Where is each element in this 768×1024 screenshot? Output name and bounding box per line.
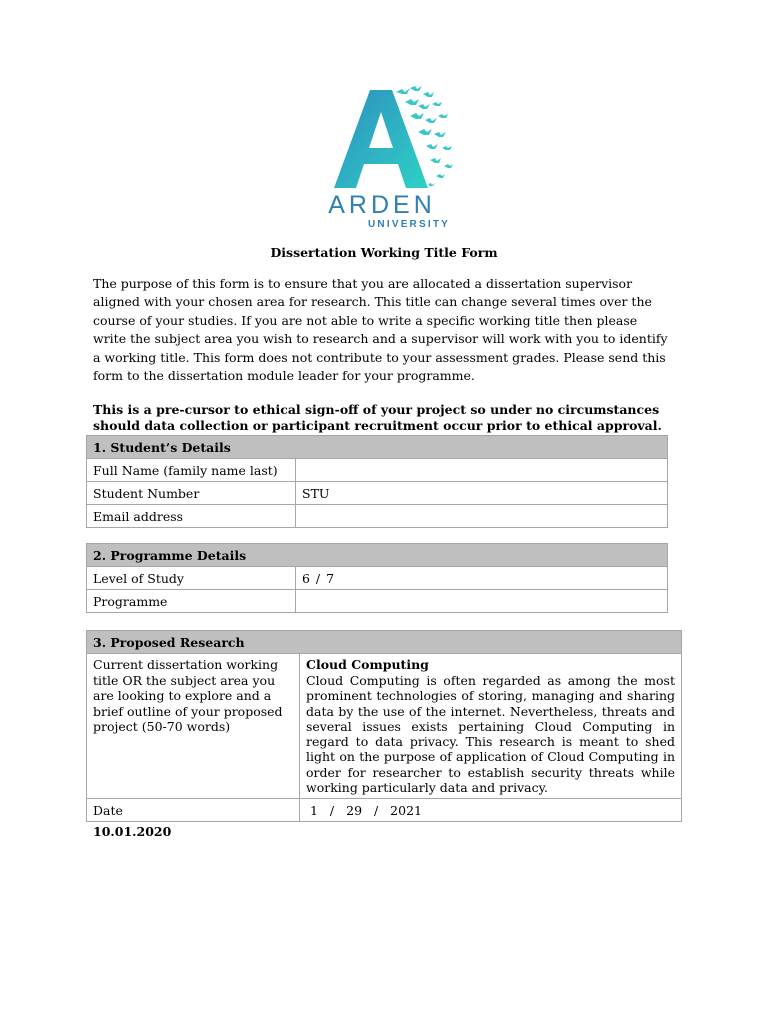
logo-wordmark: ARDEN (328, 191, 436, 219)
section-heading: 2. Programme Details (87, 544, 668, 567)
field-label: Student Number (87, 482, 296, 505)
full-name-field[interactable] (296, 459, 668, 482)
document-date: 10.01.2020 (93, 824, 172, 839)
ethics-warning: This is a pre-cursor to ethical sign-off of your project so under no circumstances should data collection or participant recruitment occur prior to ethical approval. (93, 402, 662, 433)
field-label: Level of Study (87, 567, 296, 590)
research-prompt: Current dissertation working title OR the subject area you are looking to explore and a brief outline of your proposed project (50-70 words) (87, 654, 300, 799)
proposed-research-table (86, 630, 682, 822)
section-heading: 3. Proposed Research (87, 631, 682, 654)
research-body: Cloud Computing is often regarded as among the most prominent technologies of storing, managing and sharing data by the use of the internet. Nevertheless, threats and several issues exists pertaining Cloud Computing in regard to data privacy. This research is meant to shed light on the purpose of application of Cloud Computing in order for researcher to establish security threats while working particularly data and privacy. (306, 673, 675, 796)
form-title: Dissertation Working Title Form (270, 245, 498, 260)
logo-subtitle: UNIVERSITY (368, 219, 451, 230)
students-details-table (86, 435, 668, 528)
programme-details-table (86, 543, 668, 613)
level-of-study-field[interactable]: 6 / 7 (296, 567, 668, 590)
section-heading: 1. Student’s Details (87, 436, 668, 459)
student-number-field[interactable]: STU (296, 482, 668, 505)
email-field[interactable] (296, 505, 668, 528)
research-description-field[interactable] (300, 654, 682, 799)
field-label: Full Name (family name last) (87, 459, 296, 482)
field-label: Email address (87, 505, 296, 528)
field-label: Programme (87, 590, 296, 613)
date-field[interactable]: 1 / 29 / 2021 (300, 799, 682, 822)
intro-paragraph: The purpose of this form is to ensure that you are allocated a dissertation supervisor aligned with your chosen area for research. This title can change several times over the course of your studies. If you are not able to write a specific working title then please write the subject area you wish to research and a supervisor will work with you to identify a working title. This form does not contribute to your assessment grades. Please send this form to the dissertation module leader for your programme. (93, 276, 668, 384)
programme-field[interactable] (296, 590, 668, 613)
research-title: Cloud Computing (306, 657, 429, 672)
field-label: Date (87, 799, 300, 822)
